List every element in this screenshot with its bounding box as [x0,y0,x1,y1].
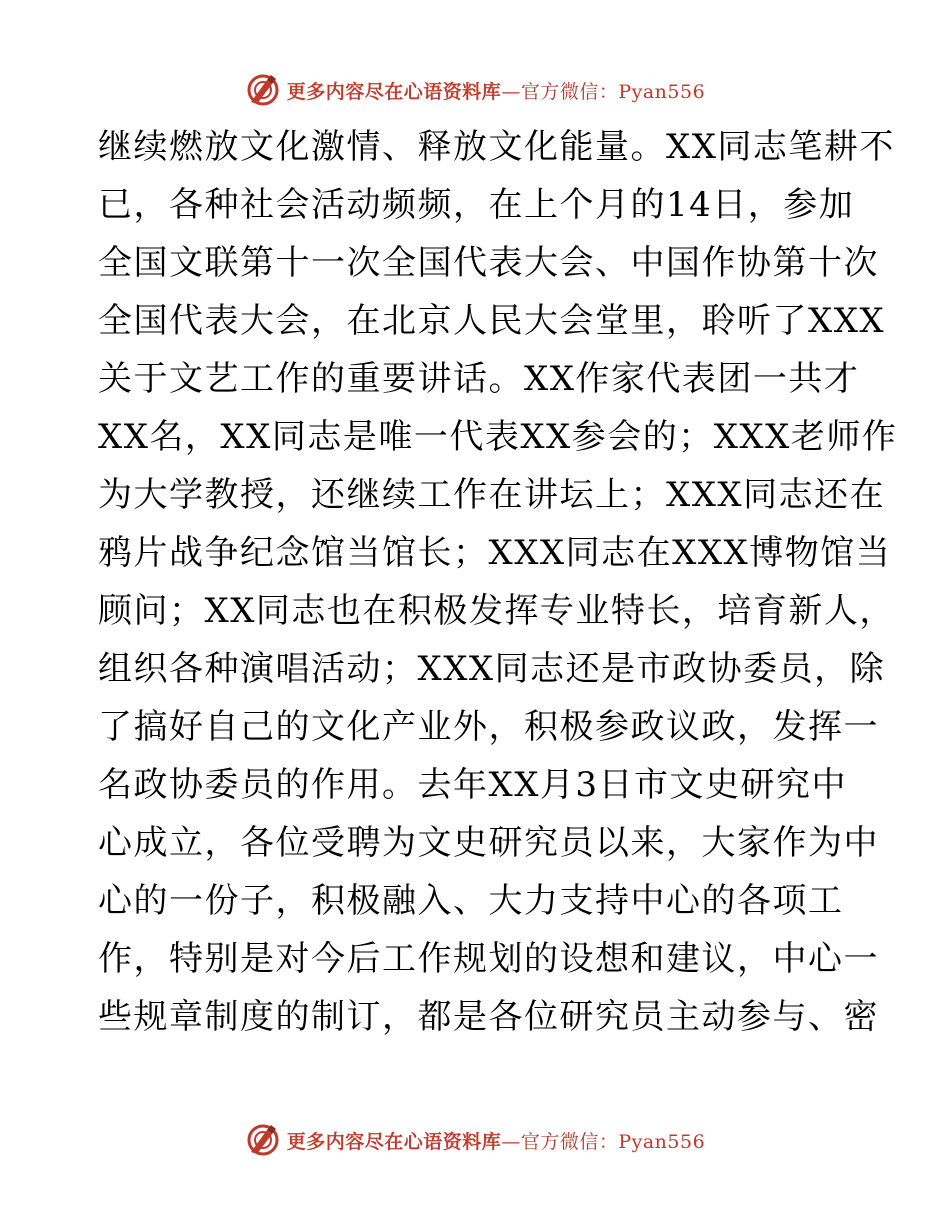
circle-pen-logo-icon [245,1122,281,1158]
circle-pen-logo-icon [245,72,281,108]
banner-site-text: 更多内容尽在心语资料库 [286,80,502,103]
banner-text [287,1127,705,1154]
body-line: 关于文艺工作的重要讲话。XX作家代表团一共才 [98,359,860,399]
body-line: 顾问；XX同志也在积极发挥专业特长，培育新人， [98,591,895,631]
body-line: 名政协委员的作用。去年XX月3日市文史研究中 [98,765,848,805]
body-line: 组织各种演唱活动；XXX同志还是市政协委员，除 [98,649,886,689]
banner-wechat-label: 官方微信： [520,80,619,103]
banner-wechat-id: Pyan556 [618,80,706,103]
banner-site-text: 更多内容尽在心语资料库 [286,1130,502,1153]
banner-text [287,77,705,104]
document-body [98,118,898,1046]
banner-dash: — [501,1130,521,1153]
body-line: 已，各种社会活动频频，在上个月的14日，参加 [98,185,855,225]
banner-wechat-id: Pyan556 [618,1130,706,1153]
body-line: 了搞好自己的文化产业外，积极参政议政，发挥一 [98,707,879,747]
body-line: 全国文联第十一次全国代表大会、中国作协第十次 [98,243,879,283]
body-line: 鸦片战争纪念馆当馆长；XXX同志在XXX博物馆当 [98,533,892,573]
body-line: 些规章制度的制订，都是各位研究员主动参与、密 [98,997,879,1037]
footer-banner [0,1120,950,1160]
body-line: 为大学教授，还继续工作在讲坛上；XXX同志还在 [98,475,886,515]
body-line: 继续燃放文化激情、释放文化能量。XX同志笔耕不 [98,127,895,167]
body-line: 心的一份子，积极融入、大力支持中心的各项工 [98,881,844,921]
header-banner [0,70,950,110]
body-line: 心成立，各位受聘为文史研究员以来，大家作为中 [98,823,879,863]
banner-wechat-label: 官方微信： [520,1130,619,1153]
body-line: XX名，XX同志是唯一代表XX参会的；XXX老师作 [98,417,898,457]
body-line: 全国代表大会，在北京人民大会堂里，聆听了XXX [98,301,886,341]
body-line: 作，特别是对今后工作规划的设想和建议，中心一 [98,939,879,979]
banner-dash: — [501,80,521,103]
